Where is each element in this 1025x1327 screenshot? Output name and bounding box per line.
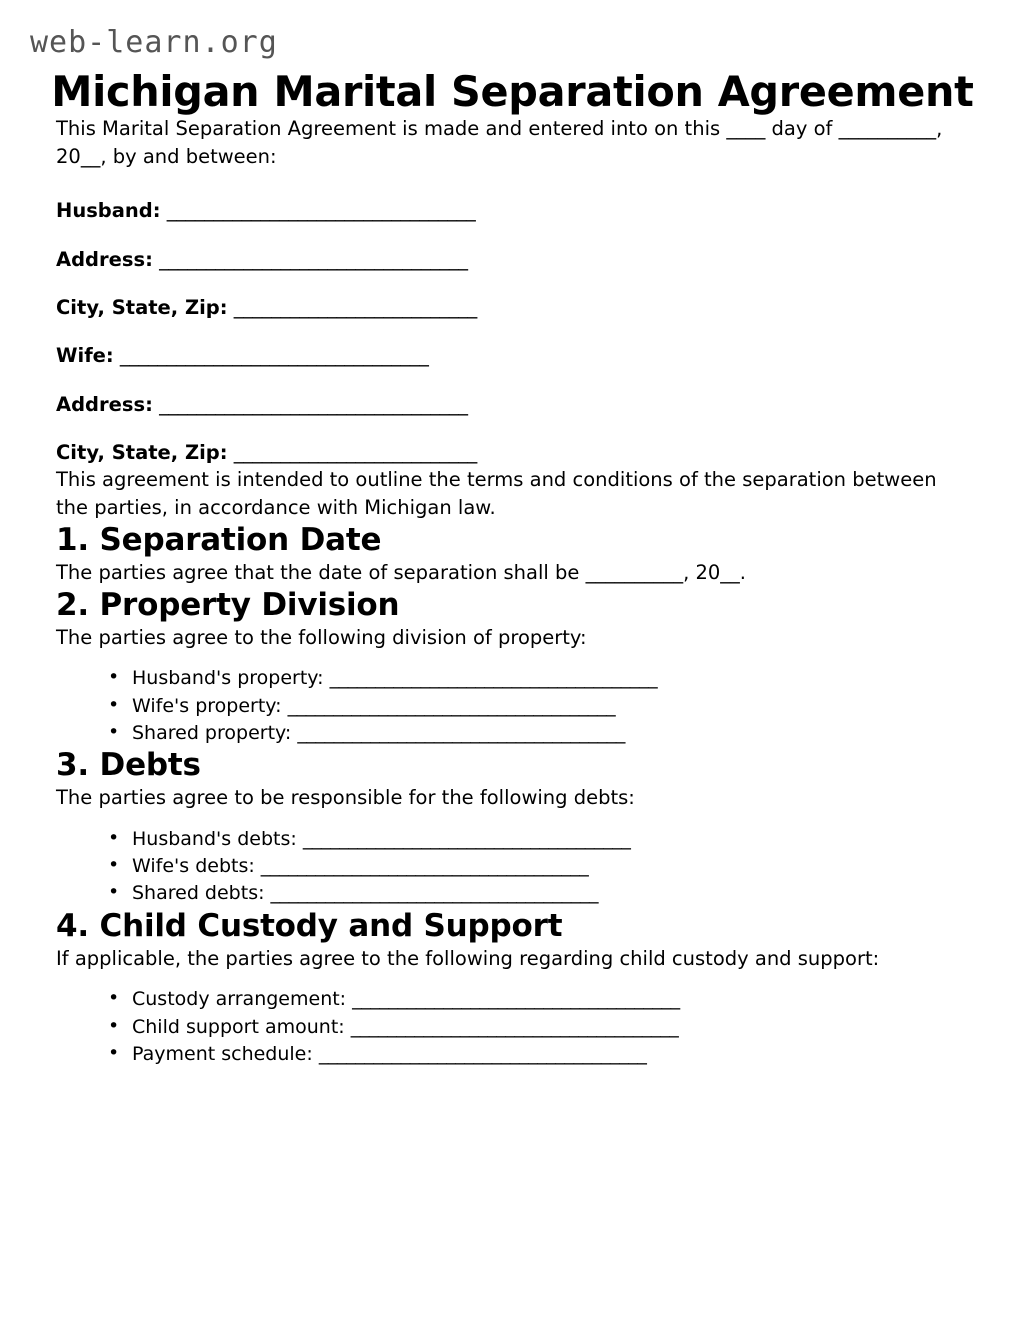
field-row-husband (56, 198, 963, 224)
section-paragraph-property-division: The parties agree to the following division of property: (56, 625, 587, 649)
field-label: Address: (56, 392, 153, 416)
section-heading-debts: 3. Debts (56, 747, 201, 784)
section-heading-child-custody-and-support: 4. Child Custody and Support (56, 907, 563, 944)
bullet-list-child-custody-and-support (56, 986, 963, 1067)
site-logo: web-learn.org (30, 25, 278, 60)
document-body (0, 115, 1025, 1138)
bullet-blank-line[interactable]: ____________________________________ (350, 1015, 679, 1038)
bullet-blank-line[interactable]: ____________________________________ (270, 882, 599, 905)
field-label: Husband: (56, 199, 161, 223)
bullet-label: Shared property: (132, 721, 292, 744)
field-row-husband-address (56, 247, 963, 273)
field-label: City, State, Zip: (56, 440, 228, 464)
field-blank-line[interactable]: _________________________________ (166, 199, 476, 223)
list-item (108, 693, 963, 719)
section-paragraph-debts: The parties agree to be responsible for the following debts: (56, 786, 635, 810)
bullet-label: Custody arrangement: (132, 988, 347, 1011)
intro-paragraph: This Marital Separation Agreement is made and entered into on this ____ day of __________, 20__, by and between: (56, 117, 943, 168)
bullet-blank-line[interactable]: ____________________________________ (297, 721, 625, 744)
list-item (108, 826, 963, 852)
bullet-list-property-division (56, 665, 963, 746)
list-item (108, 720, 963, 746)
list-item (108, 880, 963, 906)
field-row-wife-address (56, 392, 963, 418)
list-item (108, 986, 963, 1012)
field-label: Wife: (56, 344, 114, 368)
bullet-label: Wife's property: (132, 694, 282, 717)
party-fields (56, 198, 963, 466)
field-row-wife (56, 343, 963, 369)
section-heading-separation-date: 1. Separation Date (56, 521, 382, 558)
bullet-label: Shared debts: (132, 882, 265, 905)
field-blank-line[interactable]: __________________________ (233, 440, 477, 464)
list-item (108, 853, 963, 879)
field-blank-line[interactable]: _________________________________ (119, 344, 429, 368)
section-heading-property-division: 2. Property Division (56, 586, 400, 623)
section-paragraph-separation-date: The parties agree that the date of separation shall be __________, 20__. (56, 560, 746, 584)
field-label: City, State, Zip: (56, 296, 228, 320)
bullet-blank-line[interactable]: ____________________________________ (318, 1042, 647, 1065)
field-row-husband-city-state-zip (56, 295, 963, 321)
field-row-wife-city-state-zip (56, 440, 963, 466)
document-title: Michigan Marital Separation Agreement (51, 67, 974, 116)
bullet-blank-line[interactable]: ____________________________________ (352, 988, 680, 1011)
bullet-label: Husband's debts: (132, 827, 297, 850)
bullet-label: Payment schedule: (132, 1042, 313, 1065)
bullet-blank-line[interactable]: ____________________________________ (287, 694, 616, 717)
bullet-blank-line[interactable]: ____________________________________ (302, 827, 631, 850)
section-paragraph-child-custody-and-support: If applicable, the parties agree to the following regarding child custody and support: (56, 946, 880, 970)
list-item (108, 665, 963, 691)
field-label: Address: (56, 247, 153, 271)
bullet-label: Wife's debts: (132, 855, 255, 878)
bullet-blank-line[interactable]: ____________________________________ (260, 855, 589, 878)
field-blank-line[interactable]: _________________________________ (159, 247, 468, 271)
field-blank-line[interactable]: _________________________________ (159, 392, 468, 416)
bullet-label: Child support amount: (132, 1015, 345, 1038)
bullet-label: Husband's property: (132, 667, 324, 690)
purpose-paragraph: This agreement is intended to outline the terms and conditions of the separation between the parties, in accordance with Michigan law. (56, 468, 937, 519)
list-item (108, 1041, 963, 1067)
page-bottom-spacer (56, 1068, 963, 1138)
bullet-blank-line[interactable]: ____________________________________ (329, 667, 658, 690)
bullet-list-debts (56, 826, 963, 907)
list-item (108, 1014, 963, 1040)
field-blank-line[interactable]: __________________________ (233, 296, 477, 320)
